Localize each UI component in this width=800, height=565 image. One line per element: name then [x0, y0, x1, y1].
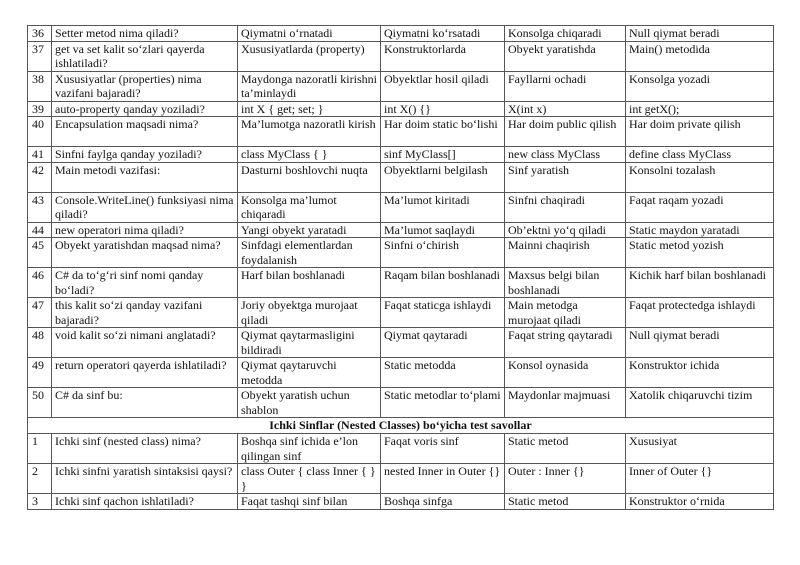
- question-number: 3: [28, 494, 52, 510]
- option-a: class Outer { class Inner { } }: [238, 464, 381, 494]
- option-d: Konstruktor ichida: [626, 358, 774, 388]
- option-b: Obyektlar hosil qiladi: [381, 71, 505, 101]
- question-number: 43: [28, 192, 52, 222]
- option-b: Ma’lumot saqlaydi: [381, 222, 505, 238]
- question-number: 39: [28, 101, 52, 117]
- question-text: new operatori nima qiladi?: [52, 222, 238, 238]
- option-d: int getX();: [626, 101, 774, 117]
- option-a: Qiymat qaytarmasligini bildiradi: [238, 328, 381, 358]
- question-number: 48: [28, 328, 52, 358]
- option-a: Yangi obyekt yaratadi: [238, 222, 381, 238]
- section-row: [28, 418, 774, 434]
- option-a: Faqat tashqi sinf bilan: [238, 494, 381, 510]
- option-b: Har doim static bo‘lishi: [381, 117, 505, 147]
- option-c: Static metod: [505, 434, 626, 464]
- question-text: Setter metod nima qiladi?: [52, 26, 238, 42]
- option-b: nested Inner in Outer {}: [381, 464, 505, 494]
- quiz-sheet: [27, 25, 774, 510]
- question-number: 2: [28, 464, 52, 494]
- option-b: Qiymatni ko‘rsatadi: [381, 26, 505, 42]
- option-a: Harf bilan boshlanadi: [238, 268, 381, 298]
- option-c: Fayllarni ochadi: [505, 71, 626, 101]
- option-c: Static metod: [505, 494, 626, 510]
- option-b: Obyektlarni belgilash: [381, 162, 505, 192]
- table-row: [28, 464, 774, 494]
- question-text: Xususiyatlar (properties) nima vazifani bajaradi?: [52, 71, 238, 101]
- question-number: 45: [28, 238, 52, 268]
- option-c: Konsol oynasida: [505, 358, 626, 388]
- question-number: 50: [28, 388, 52, 418]
- question-text: Obyekt yaratishdan maqsad nima?: [52, 238, 238, 268]
- question-number: 40: [28, 117, 52, 147]
- option-d: Faqat raqam yozadi: [626, 192, 774, 222]
- option-b: Sinfni o‘chirish: [381, 238, 505, 268]
- option-d: Har doim private qilish: [626, 117, 774, 147]
- question-text: this kalit so‘zi qanday vazifani bajaradi?: [52, 298, 238, 328]
- question-text: return operatori qayerda ishlatiladi?: [52, 358, 238, 388]
- question-text: void kalit so‘zi nimani anglatadi?: [52, 328, 238, 358]
- table-row: [28, 26, 774, 42]
- question-text: C# da sinf bu:: [52, 388, 238, 418]
- section-title: Ichki Sinflar (Nested Classes) bo‘yicha test savollar: [28, 418, 774, 434]
- table-row: [28, 388, 774, 418]
- question-text: Console.WriteLine() funksiyasi nima qiladi?: [52, 192, 238, 222]
- option-c: X(int x): [505, 101, 626, 117]
- option-a: Ma’lumotga nazoratli kirish: [238, 117, 381, 147]
- option-d: Null qiymat beradi: [626, 26, 774, 42]
- option-b: int X() {}: [381, 101, 505, 117]
- option-c: Faqat string qaytaradi: [505, 328, 626, 358]
- option-d: Static maydon yaratadi: [626, 222, 774, 238]
- option-a: Joriy obyektga murojaat qiladi: [238, 298, 381, 328]
- question-text: Ichki sinfni yaratish sintaksisi qaysi?: [52, 464, 238, 494]
- question-text: auto-property qanday yoziladi?: [52, 101, 238, 117]
- option-d: Inner of Outer {}: [626, 464, 774, 494]
- question-number: 47: [28, 298, 52, 328]
- table-row: [28, 328, 774, 358]
- table-row: [28, 71, 774, 101]
- option-b: Boshqa sinfga: [381, 494, 505, 510]
- option-b: Static metodda: [381, 358, 505, 388]
- option-a: Konsolga ma’lumot chiqaradi: [238, 192, 381, 222]
- option-b: Static metodlar to‘plami: [381, 388, 505, 418]
- table-row: [28, 434, 774, 464]
- table-row: [28, 298, 774, 328]
- question-text: Encapsulation maqsadi nima?: [52, 117, 238, 147]
- table-row: [28, 358, 774, 388]
- option-b: Konstruktorlarda: [381, 41, 505, 71]
- option-c: Main metodga murojaat qiladi: [505, 298, 626, 328]
- option-c: Maxsus belgi bilan boshlanadi: [505, 268, 626, 298]
- option-b: sinf MyClass[]: [381, 147, 505, 163]
- table-row: [28, 268, 774, 298]
- questions-part-1: [28, 26, 774, 418]
- option-d: Static metod yozish: [626, 238, 774, 268]
- option-d: Konstruktor o‘rnida: [626, 494, 774, 510]
- question-number: 36: [28, 26, 52, 42]
- question-text: Sinfni faylga qanday yoziladi?: [52, 147, 238, 163]
- option-d: Kichik harf bilan boshlanadi: [626, 268, 774, 298]
- option-d: Konsolga yozadi: [626, 71, 774, 101]
- table-row: [28, 101, 774, 117]
- table-row: [28, 117, 774, 147]
- table-row: [28, 192, 774, 222]
- table-row: [28, 162, 774, 192]
- question-text: C# da to‘g‘ri sinf nomi qanday bo‘ladi?: [52, 268, 238, 298]
- option-b: Faqat voris sinf: [381, 434, 505, 464]
- question-text: Ichki sinf (nested class) nima?: [52, 434, 238, 464]
- option-c: Outer : Inner {}: [505, 464, 626, 494]
- question-number: 44: [28, 222, 52, 238]
- question-number: 41: [28, 147, 52, 163]
- option-c: Har doim public qilish: [505, 117, 626, 147]
- option-d: Xususiyat: [626, 434, 774, 464]
- option-d: Xatolik chiqaruvchi tizim: [626, 388, 774, 418]
- option-a: Sinfdagi elementlardan foydalanish: [238, 238, 381, 268]
- option-b: Ma’lumot kiritadi: [381, 192, 505, 222]
- question-text: Ichki sinf qachon ishlatiladi?: [52, 494, 238, 510]
- question-number: 38: [28, 71, 52, 101]
- table-row: [28, 41, 774, 71]
- table-row: [28, 147, 774, 163]
- option-a: Dasturni boshlovchi nuqta: [238, 162, 381, 192]
- option-c: Obyekt yaratishda: [505, 41, 626, 71]
- table-row: [28, 222, 774, 238]
- question-text: Main metodi vazifasi:: [52, 162, 238, 192]
- option-b: Raqam bilan boshlanadi: [381, 268, 505, 298]
- quiz-table: [27, 25, 774, 510]
- option-d: Main() metodida: [626, 41, 774, 71]
- question-number: 1: [28, 434, 52, 464]
- option-c: Konsolga chiqaradi: [505, 26, 626, 42]
- option-a: Qiymat qaytaruvchi metodda: [238, 358, 381, 388]
- option-a: Qiymatni o‘rnatadi: [238, 26, 381, 42]
- option-a: Xususiyatlarda (property): [238, 41, 381, 71]
- question-number: 46: [28, 268, 52, 298]
- questions-part-2: [28, 434, 774, 510]
- option-d: Null qiymat beradi: [626, 328, 774, 358]
- table-row: [28, 494, 774, 510]
- option-c: Mainni chaqirish: [505, 238, 626, 268]
- table-row: [28, 238, 774, 268]
- option-d: define class MyClass: [626, 147, 774, 163]
- option-b: Faqat staticga ishlaydi: [381, 298, 505, 328]
- question-text: get va set kalit so‘zlari qayerda ishlatiladi?: [52, 41, 238, 71]
- option-c: Maydonlar majmuasi: [505, 388, 626, 418]
- option-d: Konsolni tozalash: [626, 162, 774, 192]
- option-a: Obyekt yaratish uchun shablon: [238, 388, 381, 418]
- option-d: Faqat protectedga ishlaydi: [626, 298, 774, 328]
- option-c: new class MyClass: [505, 147, 626, 163]
- option-a: class MyClass { }: [238, 147, 381, 163]
- section-header: [28, 418, 774, 434]
- option-a: Boshqa sinf ichida e’lon qilingan sinf: [238, 434, 381, 464]
- question-number: 42: [28, 162, 52, 192]
- question-number: 37: [28, 41, 52, 71]
- question-number: 49: [28, 358, 52, 388]
- option-c: Ob’ektni yo‘q qiladi: [505, 222, 626, 238]
- option-a: int X { get; set; }: [238, 101, 381, 117]
- option-a: Maydonga nazoratli kirishni ta’minlaydi: [238, 71, 381, 101]
- option-c: Sinf yaratish: [505, 162, 626, 192]
- option-c: Sinfni chaqiradi: [505, 192, 626, 222]
- option-b: Qiymat qaytaradi: [381, 328, 505, 358]
